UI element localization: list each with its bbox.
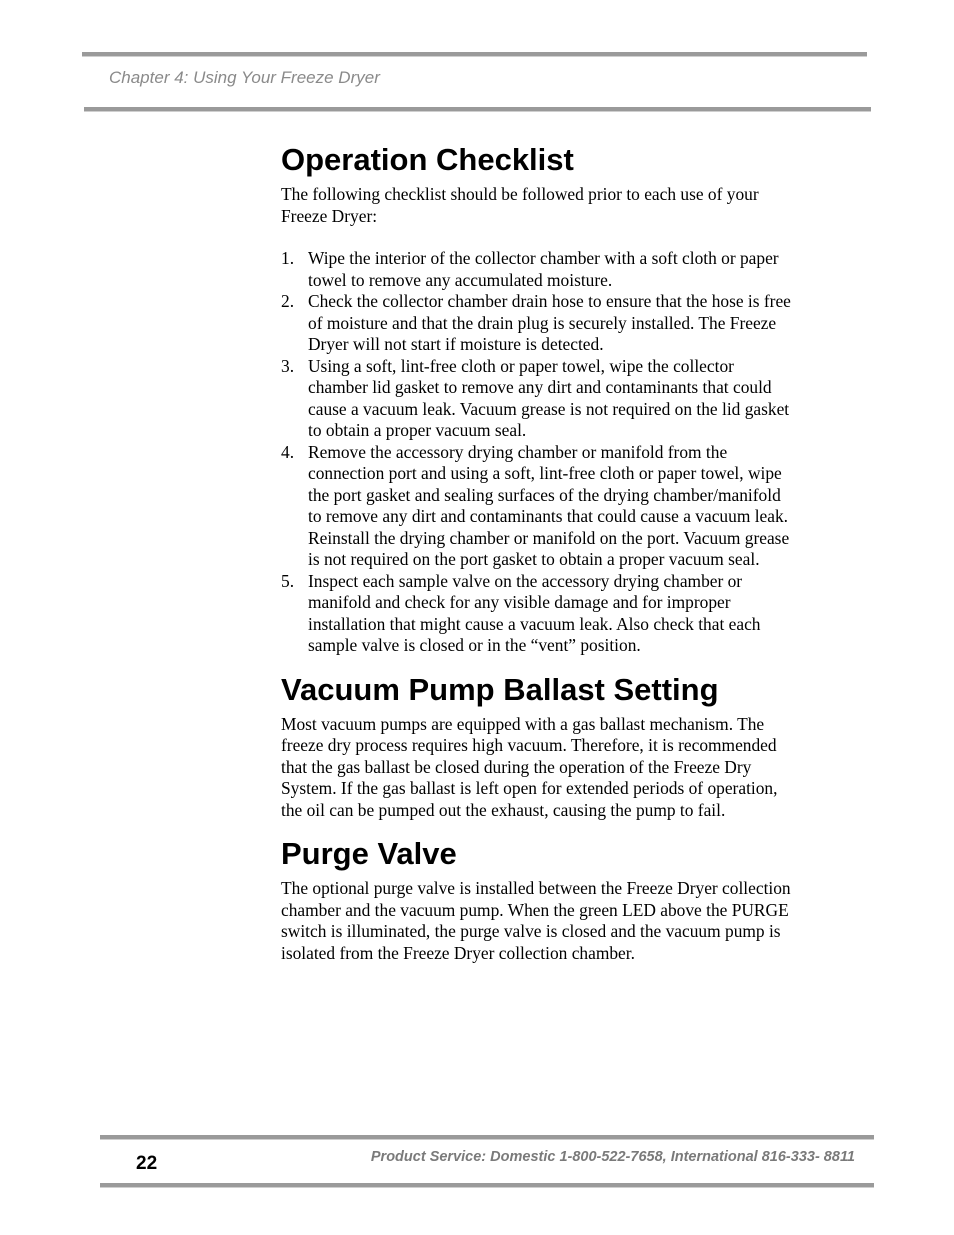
checklist-item [281, 248, 791, 291]
item-number: 5. [281, 570, 295, 591]
item-number: 3. [281, 355, 295, 376]
checklist-item [281, 571, 791, 657]
checklist-list [281, 248, 791, 657]
footer-rule-top [100, 1135, 874, 1140]
item-number: 2. [281, 291, 295, 311]
chapter-header: Chapter 4: Using Your Freeze Dryer [109, 68, 380, 87]
product-service-text: Product Service: Domestic 1-800-522-7658, International 816-333- 8811 [370, 1149, 855, 1165]
header-rule-bottom [84, 107, 871, 112]
checklist-intro: The following checklist should be followed prior to each use of your Freeze Dryer: [281, 184, 759, 226]
ballast-body: Most vacuum pumps are equipped with a gas ballast mechanism. The freeze dry process requires high vacuum. Therefore, it is recommended that the gas ballast be closed during the operation of the Freeze Dry System. If the gas ballast is left open for extended periods of operation, the oil can be pumped out the exhaust, causing the pump to fail. [281, 713, 778, 820]
section-title: Purge Valve [281, 836, 457, 871]
item-number: 4. [281, 441, 295, 462]
item-text: Check the collector chamber drain hose to ensure that the hose is free of moisture and that the drain plug is securely installed. The Freeze Dryer will not start if moisture is detected. [308, 291, 791, 354]
purge-body: The optional purge valve is installed between the Freeze Dryer collection chamber and the vacuum pump. When the green LED above the PURGE switch is illuminated, the purge valve is closed and the vacuum pump is isolated from the Freeze Dryer collection chamber. [281, 878, 791, 963]
vacuum-pump-ballast-section [281, 672, 791, 822]
checklist-item [281, 356, 791, 442]
item-text: Wipe the interior of the collector chamber with a soft cloth or paper towel to remove any accumulated moisture. [308, 248, 779, 290]
purge-valve-section [281, 836, 791, 964]
item-text: Inspect each sample valve on the accessory drying chamber or manifold and check for any visible damage and for improper installation that might cause a vacuum leak. Also check that each sample valve is closed or in the “vent” position. [308, 570, 761, 655]
checklist-item [281, 442, 791, 571]
page-number: 22 [136, 1153, 158, 1174]
page-content [281, 142, 791, 964]
section-title: Vacuum Pump Ballast Setting [281, 671, 719, 707]
item-text: Using a soft, lint-free cloth or paper towel, wipe the collector chamber lid gasket to remove any dirt and contaminants that could cause a vacuum leak. Vacuum grease is not required on the lid gasket to obtain a proper vacuum seal. [308, 355, 790, 440]
footer-rule-bottom [100, 1183, 874, 1188]
header-rule-top [82, 52, 867, 57]
section-title: Operation Checklist [281, 142, 574, 177]
operation-checklist-section [281, 142, 791, 657]
item-text: Remove the accessory drying chamber or manifold from the connection port and using a soft, lint-free cloth or paper towel, wipe the port gasket and sealing surfaces of the drying chamber/manifold to remove any dirt and contaminants that could cause a vacuum leak. Reinstall the drying chamber or manifold on the port. Vacuum grease is not required on the port gasket to obtain a proper vacuum seal. [308, 441, 790, 569]
item-number: 1. [281, 248, 295, 268]
checklist-item [281, 291, 791, 356]
